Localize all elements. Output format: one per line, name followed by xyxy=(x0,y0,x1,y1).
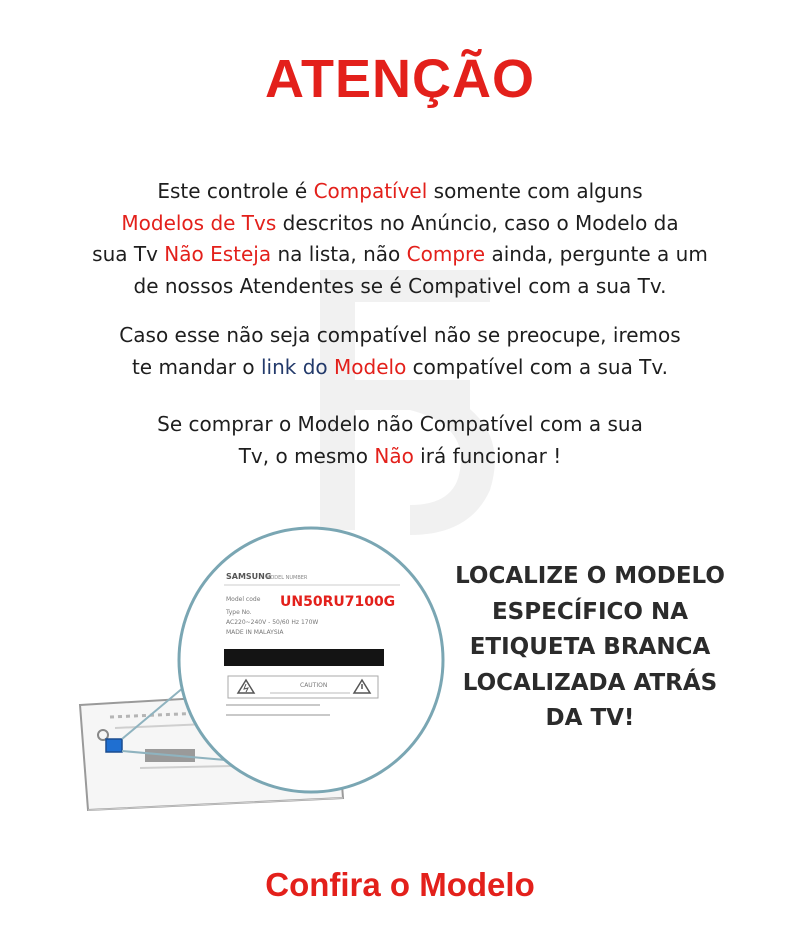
svg-text:MADE IN MALAYSIA: MADE IN MALAYSIA xyxy=(226,629,284,636)
redacted-bar xyxy=(224,649,384,666)
svg-text:AC220~240V - 50/60 Hz 170W: AC220~240V - 50/60 Hz 170W xyxy=(226,619,319,626)
svg-text:Type No.: Type No. xyxy=(226,609,252,616)
svg-text:MODEL NUMBER: MODEL NUMBER xyxy=(266,575,308,581)
svg-text:Model code: Model code xyxy=(226,596,261,603)
page-title: ATENÇÃO xyxy=(265,49,535,109)
reassurance-notice: Caso esse não seja compatível não se preocupe, iremos te mandar o link do Modelo compatível com a sua Tv. xyxy=(119,323,681,379)
model-link-text: link do xyxy=(260,354,328,379)
svg-text:CAUTION: CAUTION xyxy=(300,682,328,689)
warning-notice: Se comprar o Modelo não Compatível com a sua Tv, o mesmo Não irá funcionar ! xyxy=(157,412,643,468)
label-model-code: UN50RU7100G xyxy=(280,594,396,610)
locate-model-instruction: LOCALIZE O MODELO ESPECÍFICO NA ETIQUETA BRANCA LOCALIZADA ATRÁS DA TV! xyxy=(455,563,725,731)
label-brand: SAMSUNG xyxy=(226,572,272,581)
footer-heading: Confira o Modelo xyxy=(265,866,535,903)
compatibility-notice: Este controle é Compatível somente com alguns Modelos de Tvs descritos no Anúncio, caso o Modelo da sua Tv Não Esteja na lista, não Compre ainda, pergunte a um de nossos Atendentes se é Compativel com a sua Tv. xyxy=(92,179,708,298)
